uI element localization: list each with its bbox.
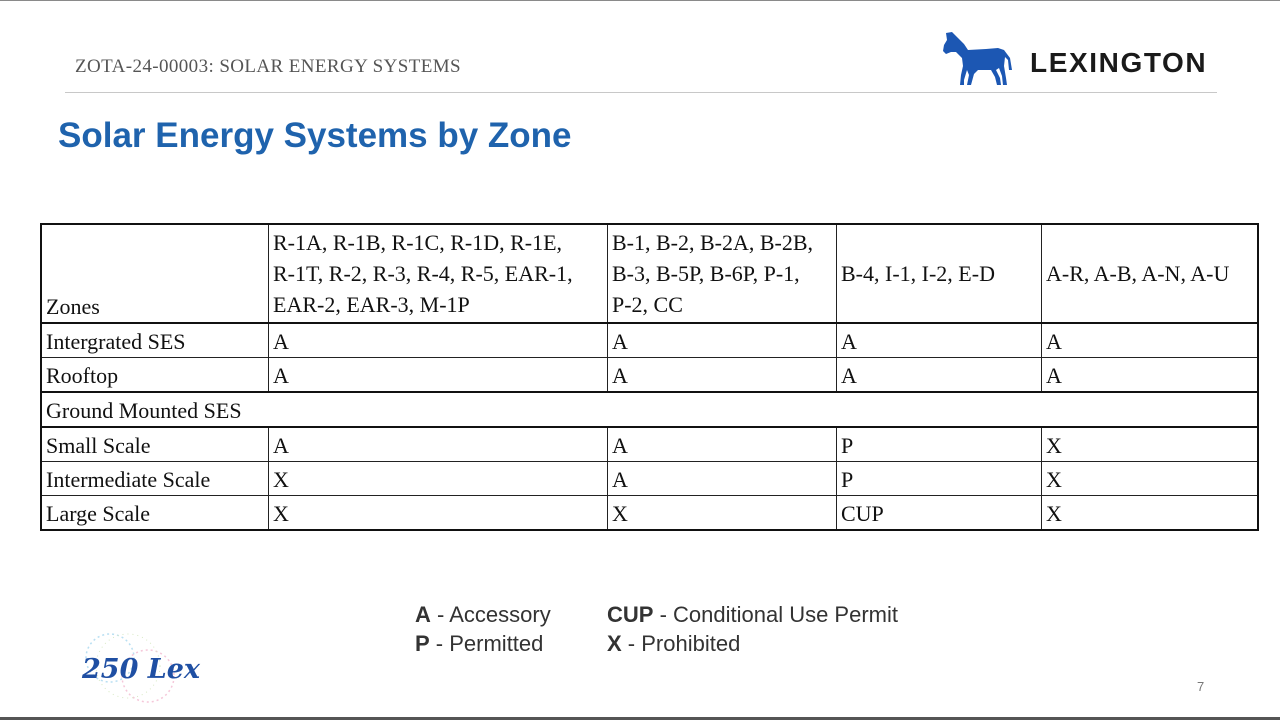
table-row [41,358,1258,393]
table-cell: A [1042,358,1259,393]
top-border [0,0,1280,1]
table-cell: P [837,427,1042,462]
table-cell: A [608,323,837,358]
horse-icon [940,30,1015,88]
table-cell: A [608,427,837,462]
legend [415,600,898,658]
document-code: ZOTA-24-00003: SOLAR ENERGY SYSTEMS [75,56,461,77]
250-lex-badge-icon [70,630,201,705]
table-cell: A [608,462,837,496]
logo-wordmark: LEXINGTON [1030,47,1208,78]
table-cell: A [269,427,608,462]
section-row [41,392,1258,427]
zone-group-industrial: B-4, I-1, I-2, E-D [837,224,1042,323]
row-label: Intergrated SES [41,323,269,358]
table-cell: P [837,462,1042,496]
table-cell: X [1042,496,1259,531]
legend-item-permitted: P - Permitted [415,631,544,656]
row-label: Small Scale [41,427,269,462]
table-header-row [41,224,1258,323]
zone-group-agricultural: A-R, A-B, A-N, A-U [1042,224,1259,323]
legend-item-accessory: A - Accessory [415,602,551,627]
table-cell: X [1042,462,1259,496]
zone-group-business: B-1, B-2, B-2A, B-2B, B-3, B-5P, B-6P, P-1, P-2, CC [608,224,837,323]
badge-text: 250 Lex [82,654,201,685]
row-label: Intermediate Scale [41,462,269,496]
table-cell: A [269,358,608,393]
header-divider [65,92,1217,93]
table-row [41,496,1258,531]
table-row [41,462,1258,496]
page-number: 7 [1197,679,1205,694]
row-label: Rooftop [41,358,269,393]
zone-group-residential: R-1A, R-1B, R-1C, R-1D, R-1E, R-1T, R-2, R-3, R-4, R-5, EAR-1, EAR-2, EAR-3, M-1P [269,224,608,323]
table-cell: A [837,358,1042,393]
legend-item-cup: CUP - Conditional Use Permit [607,602,898,627]
table-row [41,323,1258,358]
slide-title: Solar Energy Systems by Zone [58,116,572,155]
section-label: Ground Mounted SES [41,392,1258,427]
legend-item-prohibited: X - Prohibited [607,631,741,656]
table-cell: X [1042,427,1259,462]
table-cell: X [269,462,608,496]
table-cell: X [608,496,837,531]
lexington-logo [940,30,1220,90]
table-cell: X [269,496,608,531]
table-cell: CUP [837,496,1042,531]
table-cell: A [608,358,837,393]
zones-header-cell: Zones [41,224,269,323]
table-cell: A [269,323,608,358]
table-row [41,427,1258,462]
table-cell: A [837,323,1042,358]
zone-table [40,223,1259,531]
row-label: Large Scale [41,496,269,531]
table-cell: A [1042,323,1259,358]
